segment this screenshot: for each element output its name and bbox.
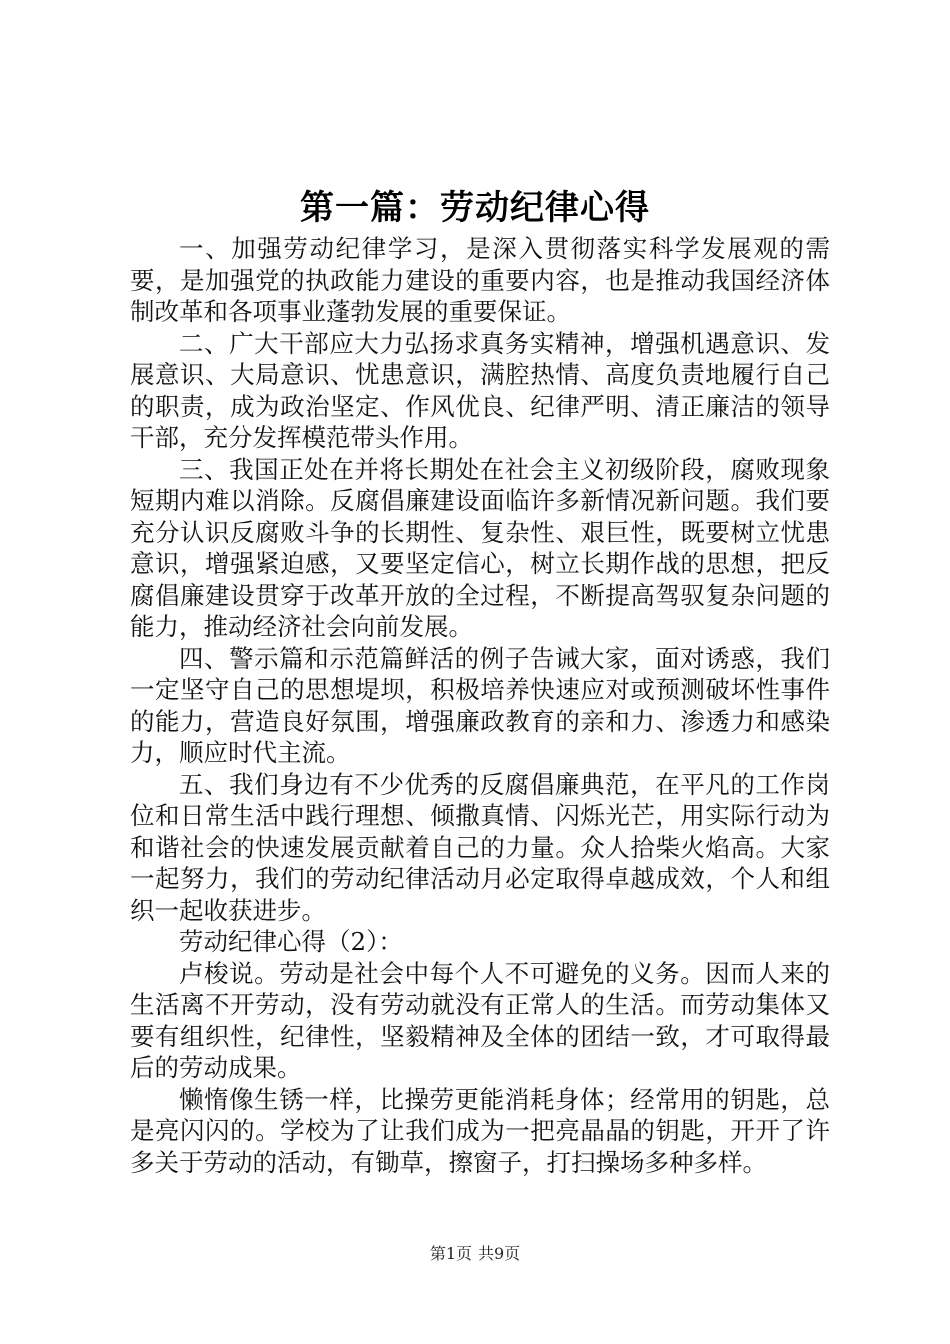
page-number: 第1页 [429, 1244, 472, 1263]
section-heading-2: 劳动纪律心得（2）： [179, 927, 403, 956]
paragraph-5: 五、我们身边有不少优秀的反腐倡廉典范，在平凡的工作岗位和日常生活中践行理想、倾撒真情、闪烁光芒，用实际行动为和谐社会的快速发展贡献着自己的力量。众人拾柴火焰高。大家一起努力，我们的劳动纪律活动月必定取得卓越成效，个人和组织一起收获进步。 [130, 769, 830, 925]
paragraph-4: 四、警示篇和示范篇鲜活的例子告诫大家，面对诱惑，我们一定坚守自己的思想堤坝，积极培养快速应对或预测破坏性事件的能力，营造良好氛围，增强廉政教育的亲和力、渗透力和感染力，顺应时代主流。 [130, 643, 830, 767]
paragraph-7: 懒惰像生锈一样，比操劳更能消耗身体；经常用的钥匙，总是亮闪闪的。学校为了让我们成为一把亮晶晶的钥匙，开开了许多关于劳动的活动，有锄草，擦窗子，打扫操场多种多样。 [130, 1084, 830, 1177]
paragraph-6: 卢梭说。劳动是社会中每个人不可避免的义务。因而人来的生活离不开劳动，没有劳动就没有正常人的生活。而劳动集体又要有组织性，纪律性，坚毅精神及全体的团结一致，才可取得最后的劳动成果。 [130, 958, 830, 1082]
paragraph-3: 三、我国正处在并将长期处在社会主义初级阶段，腐败现象短期内难以消除。反腐倡廉建设面临许多新情况新问题。我们要充分认识反腐败斗争的长期性、复杂性、艰巨性，既要树立忧患意识，增强紧迫感，又要坚定信心，树立长期作战的思想，把反腐倡廉建设贯穿于改革开放的全过程，不断提高驾驭复杂问题的能力，推动经济社会向前发展。 [130, 454, 830, 641]
paragraph-1: 一、加强劳动纪律学习，是深入贯彻落实科学发展观的需要，是加强党的执政能力建设的重要内容，也是推动我国经济体制改革和各项事业蓬勃发展的重要保证。 [130, 234, 830, 326]
paragraph-2: 二、广大干部应大力弘扬求真务实精神，增强机遇意识、发展意识、大局意识、忧患意识，满腔热情、高度负责地履行自己的职责，成为政治坚定、作风优良、纪律严明、清正廉洁的领导干部，充分发挥模范带头作用。 [130, 328, 830, 452]
page-footer [0, 1243, 950, 1265]
document-body [130, 233, 830, 1178]
page-total: 共9页 [478, 1244, 521, 1263]
document-title: 第一篇：劳动纪律心得 [300, 188, 650, 228]
